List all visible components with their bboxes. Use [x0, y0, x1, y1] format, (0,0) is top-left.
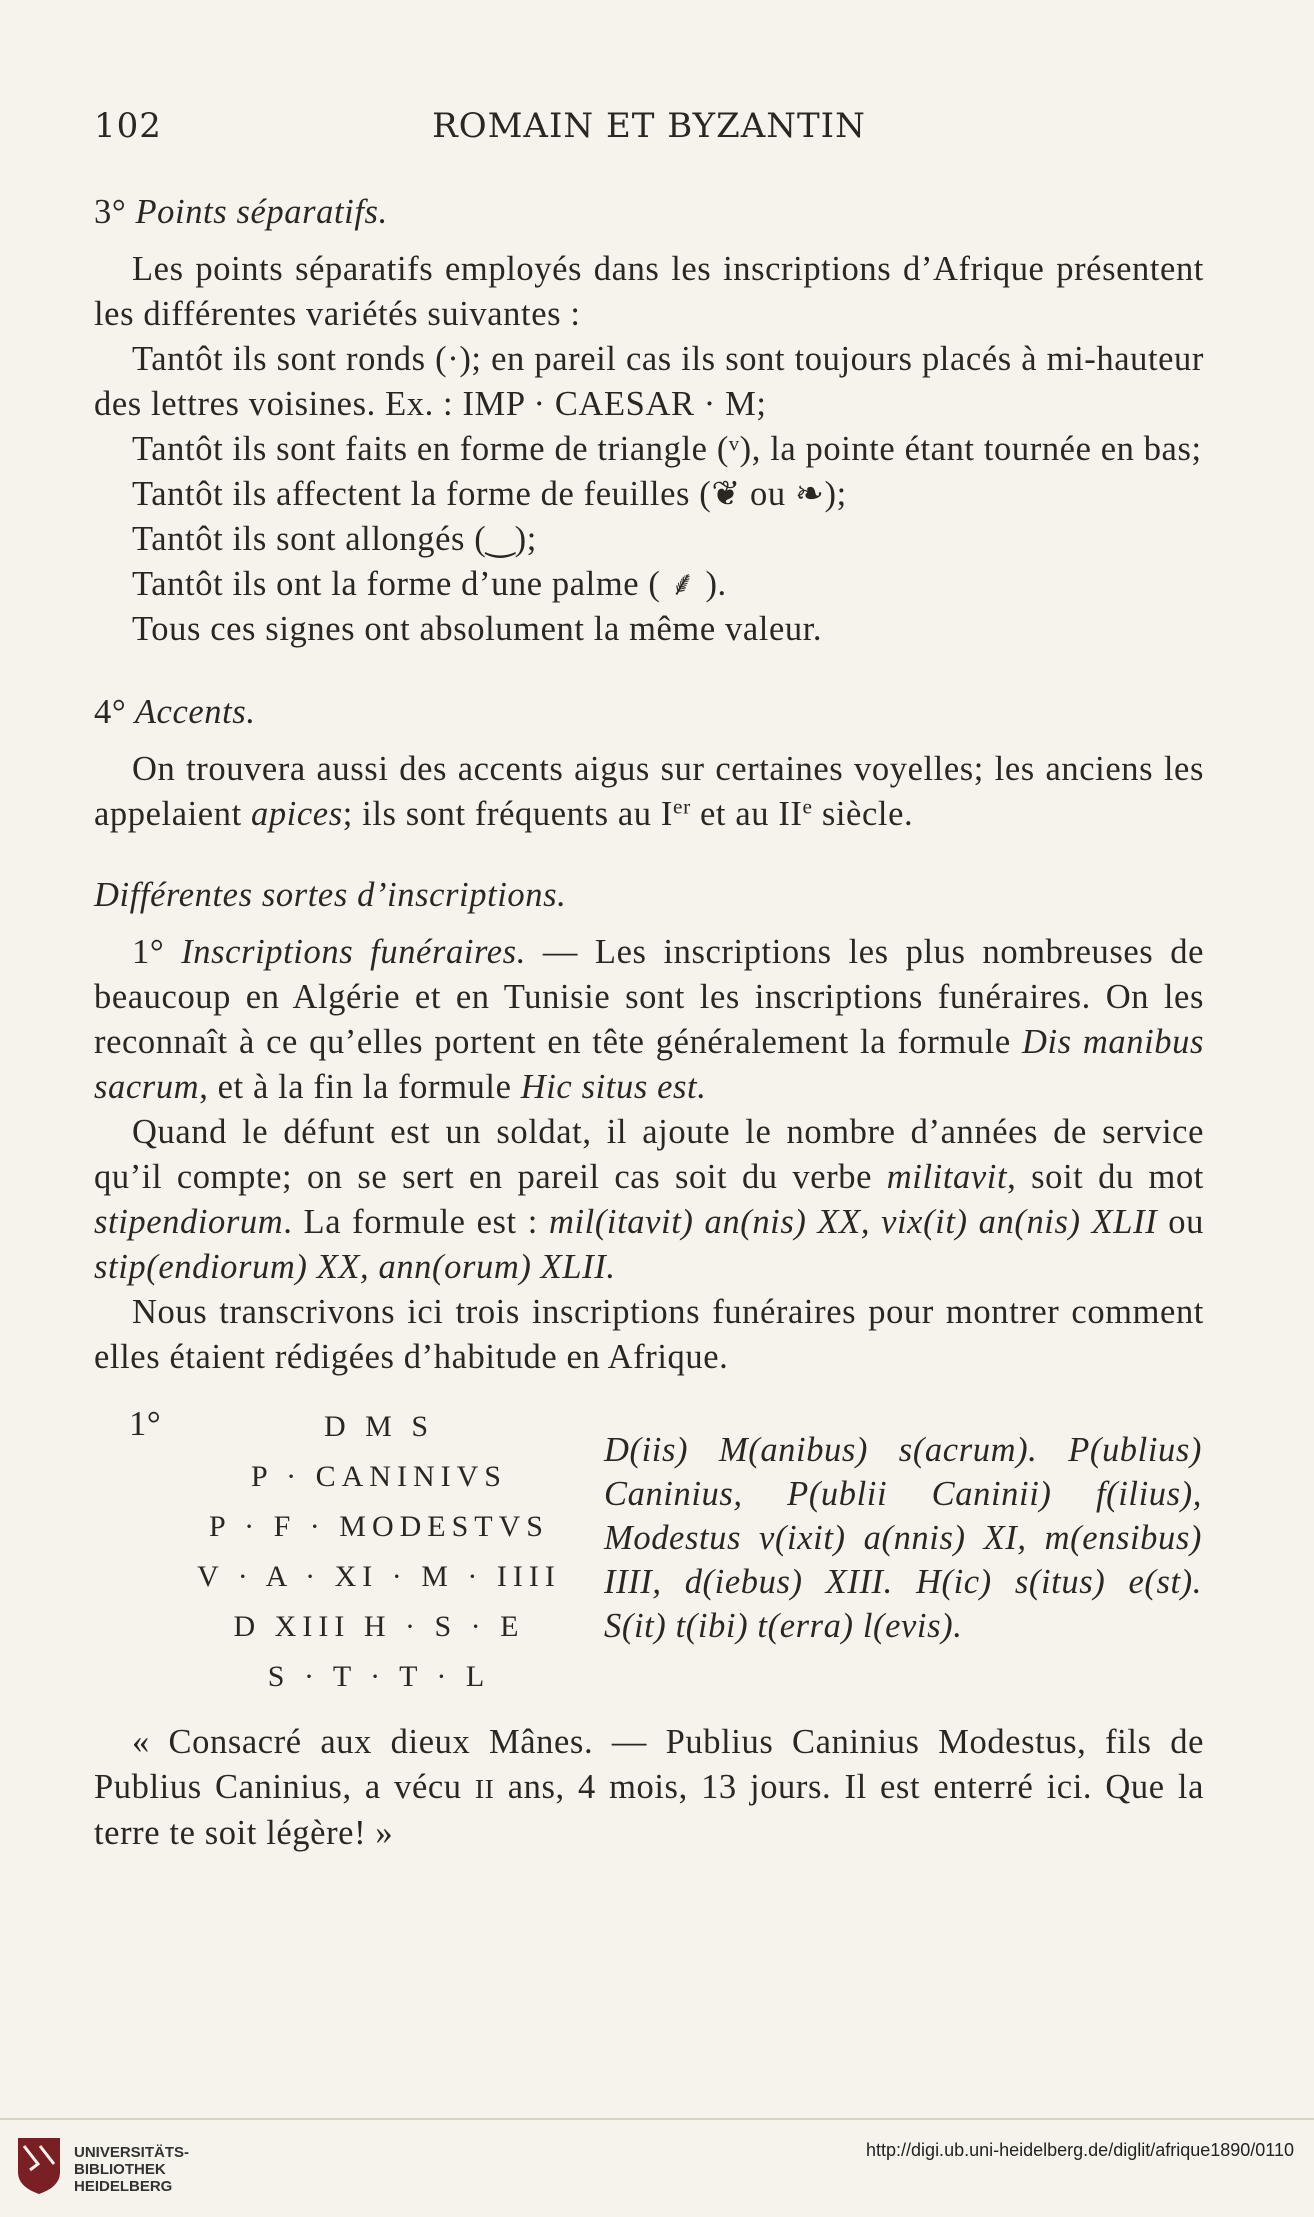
page-header — [94, 106, 1204, 156]
page-number: 102 — [94, 106, 162, 146]
paragraph: Tous ces signes ont absolument la même valeur. — [132, 610, 823, 648]
inscription-line: D M S — [323, 1410, 435, 1443]
paragraph-accents — [94, 747, 1204, 837]
text-run: On trouvera aussi des accents aigus sur certaines voyelles; les anciens les appelaient — [94, 750, 1204, 833]
paragraph: Nous transcrivons ici trois inscriptions funéraires pour montrer comment elles étaient rédigées d’habitude en Afrique. — [94, 1293, 1204, 1376]
library-name-line: BIBLIOTHEK — [74, 2161, 166, 2178]
inscription-line: D XIII H · S · E — [233, 1610, 525, 1643]
paragraph: Tantôt ils affectent la forme de feuilles (❦ ou ❧); — [132, 475, 847, 513]
text-run: , et à la fin la formule — [199, 1068, 521, 1106]
text-run: , soit du mot — [1007, 1158, 1204, 1196]
translation-paragraph — [94, 1720, 1204, 1856]
paragraph: Tantôt ils sont ronds (·); en pareil cas ils sont toujours placés à mi-hauteur des lettres voisines. Ex. : IMP · CAESAR · M; — [94, 340, 1204, 423]
italic-term: apices — [250, 795, 343, 833]
text-run: « Consacré aux dieux Mânes. — Publius Caninius Modestus, fils de Publius Caninius, a vécu — [94, 1723, 1204, 1806]
ordinal: II — [778, 795, 803, 833]
italic-term: stipendiorum — [94, 1203, 284, 1241]
ordinal: I — [660, 795, 673, 833]
inscription-text — [194, 1402, 564, 1702]
text-run: Quand le défunt est un soldat, il ajoute le nombre d’années de service qu’il compte; on se sert en pareil cas soit du verbe — [94, 1113, 1204, 1196]
heading-number: 4° — [94, 693, 127, 731]
text-run: . La formule est : — [283, 1203, 549, 1241]
italic-formula: stip(endiorum) XX, ann(orum) XLII. — [94, 1248, 616, 1286]
text-run: — Les inscriptions les plus nombreuses de beaucoup en Algérie et en Tunisie sont les inscriptions funéraires. On les reconnaît à ce qu’elles portent en tête généralement la formule — [94, 933, 1204, 1061]
text-run: ou — [1157, 1203, 1204, 1241]
italic-formula: mil(itavit) an(nis) XX, vix(it) an(nis) XLII — [548, 1203, 1158, 1241]
inscription-line: P · F · MODESTVS — [209, 1510, 549, 1543]
paragraph: Les points séparatifs employés dans les inscriptions d’Afrique présentent les différentes variétés suivantes : — [94, 250, 1204, 333]
university-seal-icon — [14, 2134, 64, 2196]
source-url[interactable]: http://digi.ub.uni-heidelberg.de/diglit/afrique1890/0110 — [866, 2140, 1294, 2160]
inscription-line: S · T · T · L — [267, 1660, 491, 1693]
heading-title: Accents. — [134, 693, 256, 731]
text-run: ans, 4 mois, 13 jours. Il est enterré ici. Que la terre te soit légère! » — [94, 1768, 1204, 1852]
italic-term: militavit — [886, 1158, 1008, 1196]
italic-formula: Hic situs est. — [520, 1068, 707, 1106]
superscript: e — [802, 794, 813, 819]
section-heading-points — [94, 190, 1204, 235]
library-name-line: HEIDELBERG — [74, 2178, 173, 2195]
inscription-line: V · A · XI · M · IIII — [197, 1560, 561, 1593]
inscription-number: 1° — [129, 1405, 162, 1443]
paragraph: Tantôt ils sont faits en forme de triangle (ᵛ), la pointe étant tournée en bas; — [132, 430, 1202, 468]
text-run: ; ils sont fréquents au — [342, 795, 661, 833]
body-text — [94, 190, 1204, 1856]
heading-title: Points séparatifs. — [135, 193, 388, 231]
section-heading-inscriptions: Différentes sortes d’inscriptions. — [94, 876, 567, 914]
text-run: et au — [690, 795, 779, 833]
footer-bar — [0, 2118, 1314, 2217]
library-name — [74, 2144, 189, 2195]
paragraph-funeraires — [94, 930, 1204, 1110]
running-title: ROMAIN ET BYZANTIN — [432, 106, 866, 146]
inscription-block — [94, 1390, 1204, 1710]
italic-label: Inscriptions funéraires. — [181, 933, 526, 971]
inscription-transcription: D(iis) M(anibus) s(acrum). P(ublius) Caninius, P(ublii Caninii) f(ilius), Modestus v(ixit) a(nnis) XI, m(ensibus) IIII, d(iebus) XIII. H(ic) s(itus) e(st). S(it) t(ibi) t(erra) l(evis). — [604, 1431, 1202, 1645]
italic-formula: Dis manibus sacrum — [94, 1023, 1204, 1106]
paragraph: Tantôt ils sont allongés (‿); — [132, 520, 537, 558]
superscript: er — [672, 794, 691, 819]
paragraph: Tantôt ils ont la forme d’une palme ( ⸙ ). — [132, 565, 727, 603]
heading-number: 3° — [94, 193, 127, 231]
age-value: II — [474, 1773, 495, 1804]
paragraph-soldat — [94, 1110, 1204, 1290]
inscription-line: P · CANINIVS — [251, 1460, 507, 1493]
text-run: siècle. — [812, 795, 914, 833]
item-number: 1° — [132, 933, 165, 971]
section-heading-accents — [94, 690, 1204, 735]
library-name-line: UNIVERSITÄTS- — [74, 2144, 190, 2161]
